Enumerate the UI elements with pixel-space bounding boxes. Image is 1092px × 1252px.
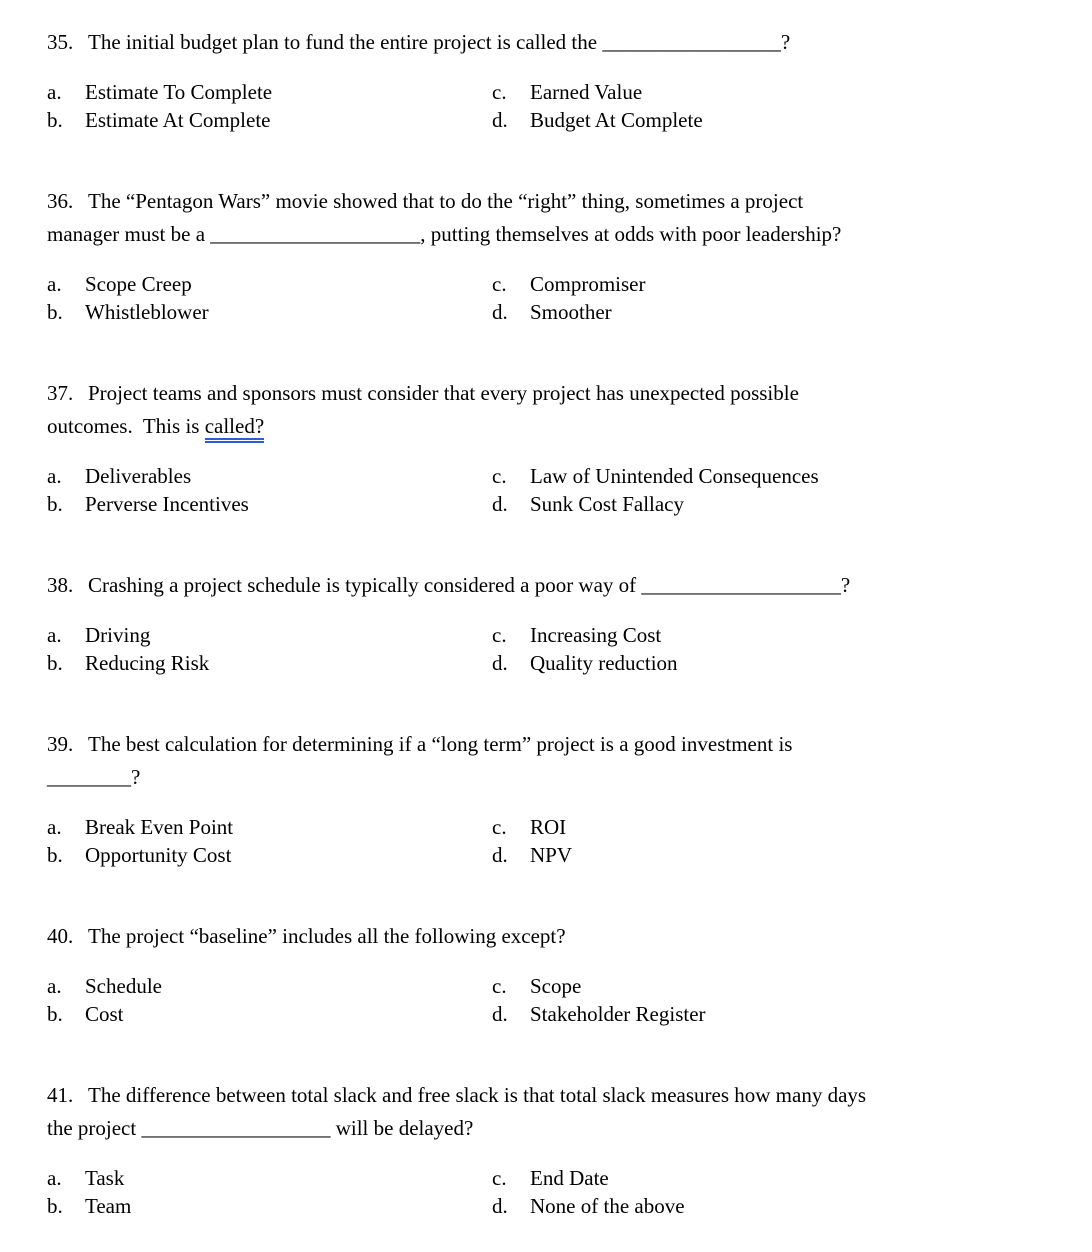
option-letter: c. <box>492 815 507 839</box>
option-text: Break Even Point <box>85 815 234 839</box>
option-letter: c. <box>492 272 507 296</box>
option-letter: d. <box>492 300 508 324</box>
question-number: 37. <box>47 381 74 405</box>
question-text-line1: Project teams and sponsors must consider that every project has unexpected possible <box>88 381 799 405</box>
question-37-text-line2 <box>47 410 1045 443</box>
option-text: Perverse Incentives <box>85 492 249 516</box>
question-38-options <box>47 621 1045 677</box>
question-text-line1: Crashing a project schedule is typically considered a poor way of ___________________? <box>88 573 851 597</box>
option-text: Increasing Cost <box>530 623 662 647</box>
question-37-options <box>47 462 1045 518</box>
option-letter: c. <box>492 623 507 647</box>
question-text-line1: The project “baseline” includes all the following except? <box>88 924 566 948</box>
option-text: NPV <box>530 843 573 867</box>
option-text: Law of Unintended Consequences <box>530 464 819 488</box>
option-c <box>492 621 1045 649</box>
option-text: Estimate At Complete <box>85 108 271 132</box>
option-letter: b. <box>47 492 63 516</box>
question-35-options <box>47 78 1045 134</box>
option-text: Schedule <box>85 974 162 998</box>
option-letter: a. <box>47 815 62 839</box>
question-text-line1: The “Pentagon Wars” movie showed that to do the “right” thing, sometimes a project <box>88 189 804 213</box>
option-letter: a. <box>47 974 62 998</box>
option-text: Scope <box>530 974 582 998</box>
question-41-text-line2 <box>47 1112 1045 1145</box>
option-letter: d. <box>492 108 508 132</box>
quiz-page <box>47 26 1045 1220</box>
option-text: Compromiser <box>530 272 646 296</box>
option-c <box>492 270 1045 298</box>
option-b <box>47 1000 492 1028</box>
option-a <box>47 270 492 298</box>
option-a <box>47 813 492 841</box>
option-letter: b. <box>47 843 63 867</box>
question-text-line2: ________? <box>47 765 141 789</box>
option-c <box>492 1164 1045 1192</box>
question-number: 36. <box>47 189 74 213</box>
question-35 <box>47 26 1045 134</box>
question-41 <box>47 1079 1045 1220</box>
option-letter: a. <box>47 623 62 647</box>
question-39-text-line2 <box>47 761 1045 794</box>
question-35-text <box>47 26 1045 59</box>
question-40-text <box>47 920 1045 953</box>
option-letter: d. <box>492 651 508 675</box>
question-39-text-line1 <box>47 728 1045 761</box>
option-text: Quality reduction <box>530 651 678 675</box>
option-letter: c. <box>492 80 507 104</box>
option-d <box>492 490 1045 518</box>
question-text-line1: The initial budget plan to fund the entire project is called the _________________? <box>88 30 791 54</box>
option-text: ROI <box>530 815 567 839</box>
option-text: None of the above <box>530 1194 685 1218</box>
option-c <box>492 972 1045 1000</box>
question-text-line2: outcomes. This is <box>47 414 205 438</box>
option-text: Earned Value <box>530 80 643 104</box>
option-letter: b. <box>47 1194 63 1218</box>
question-text-line1: The difference between total slack and free slack is that total slack measures how many days <box>88 1083 867 1107</box>
question-37-text-line1 <box>47 377 1045 410</box>
option-letter: b. <box>47 300 63 324</box>
option-text: Task <box>85 1166 125 1190</box>
option-d <box>492 298 1045 326</box>
option-a <box>47 78 492 106</box>
option-letter: c. <box>492 974 507 998</box>
option-a <box>47 972 492 1000</box>
option-text: Budget At Complete <box>530 108 703 132</box>
option-letter: d. <box>492 843 508 867</box>
question-39 <box>47 728 1045 869</box>
question-39-options <box>47 813 1045 869</box>
question-36 <box>47 185 1045 326</box>
question-36-options <box>47 270 1045 326</box>
option-letter: b. <box>47 108 63 132</box>
option-d <box>492 841 1045 869</box>
question-number: 38. <box>47 573 74 597</box>
question-number: 39. <box>47 732 74 756</box>
question-41-options <box>47 1164 1045 1220</box>
option-text: Stakeholder Register <box>530 1002 706 1026</box>
option-b <box>47 106 492 134</box>
question-36-text-line2 <box>47 218 1045 251</box>
option-a <box>47 1164 492 1192</box>
option-letter: d. <box>492 1194 508 1218</box>
option-letter: d. <box>492 492 508 516</box>
question-number: 40. <box>47 924 74 948</box>
option-text: Team <box>85 1194 132 1218</box>
option-text: Deliverables <box>85 464 192 488</box>
question-37 <box>47 377 1045 518</box>
option-b <box>47 298 492 326</box>
grammar-underlined-word: called? <box>205 414 264 443</box>
question-text-line2: the project __________________ will be delayed? <box>47 1116 474 1140</box>
option-b <box>47 841 492 869</box>
option-letter: a. <box>47 1166 62 1190</box>
question-text-line2: manager must be a ____________________, putting themselves at odds with poor leadership? <box>47 222 842 246</box>
option-letter: b. <box>47 651 63 675</box>
option-a <box>47 462 492 490</box>
option-text: Sunk Cost Fallacy <box>530 492 685 516</box>
option-letter: a. <box>47 272 62 296</box>
option-b <box>47 649 492 677</box>
option-d <box>492 1000 1045 1028</box>
option-letter: c. <box>492 464 507 488</box>
option-letter: c. <box>492 1166 507 1190</box>
question-number: 41. <box>47 1083 74 1107</box>
option-letter: d. <box>492 1002 508 1026</box>
option-text: Whistleblower <box>85 300 209 324</box>
option-d <box>492 1192 1045 1220</box>
option-c <box>492 813 1045 841</box>
option-text: Cost <box>85 1002 124 1026</box>
option-letter: a. <box>47 80 62 104</box>
question-38-text <box>47 569 1045 602</box>
option-b <box>47 490 492 518</box>
option-letter: a. <box>47 464 62 488</box>
question-40 <box>47 920 1045 1028</box>
option-text: Reducing Risk <box>85 651 210 675</box>
question-41-text-line1 <box>47 1079 1045 1112</box>
option-text: Estimate To Complete <box>85 80 273 104</box>
question-text-line1: The best calculation for determining if a “long term” project is a good investment is <box>88 732 793 756</box>
option-text: Smoother <box>530 300 612 324</box>
option-letter: b. <box>47 1002 63 1026</box>
option-text: Opportunity Cost <box>85 843 232 867</box>
option-d <box>492 106 1045 134</box>
option-b <box>47 1192 492 1220</box>
option-d <box>492 649 1045 677</box>
option-text: End Date <box>530 1166 609 1190</box>
option-c <box>492 78 1045 106</box>
option-text: Driving <box>85 623 151 647</box>
option-a <box>47 621 492 649</box>
question-36-text-line1 <box>47 185 1045 218</box>
option-text: Scope Creep <box>85 272 192 296</box>
question-number: 35. <box>47 30 74 54</box>
option-c <box>492 462 1045 490</box>
question-38 <box>47 569 1045 677</box>
question-40-options <box>47 972 1045 1028</box>
